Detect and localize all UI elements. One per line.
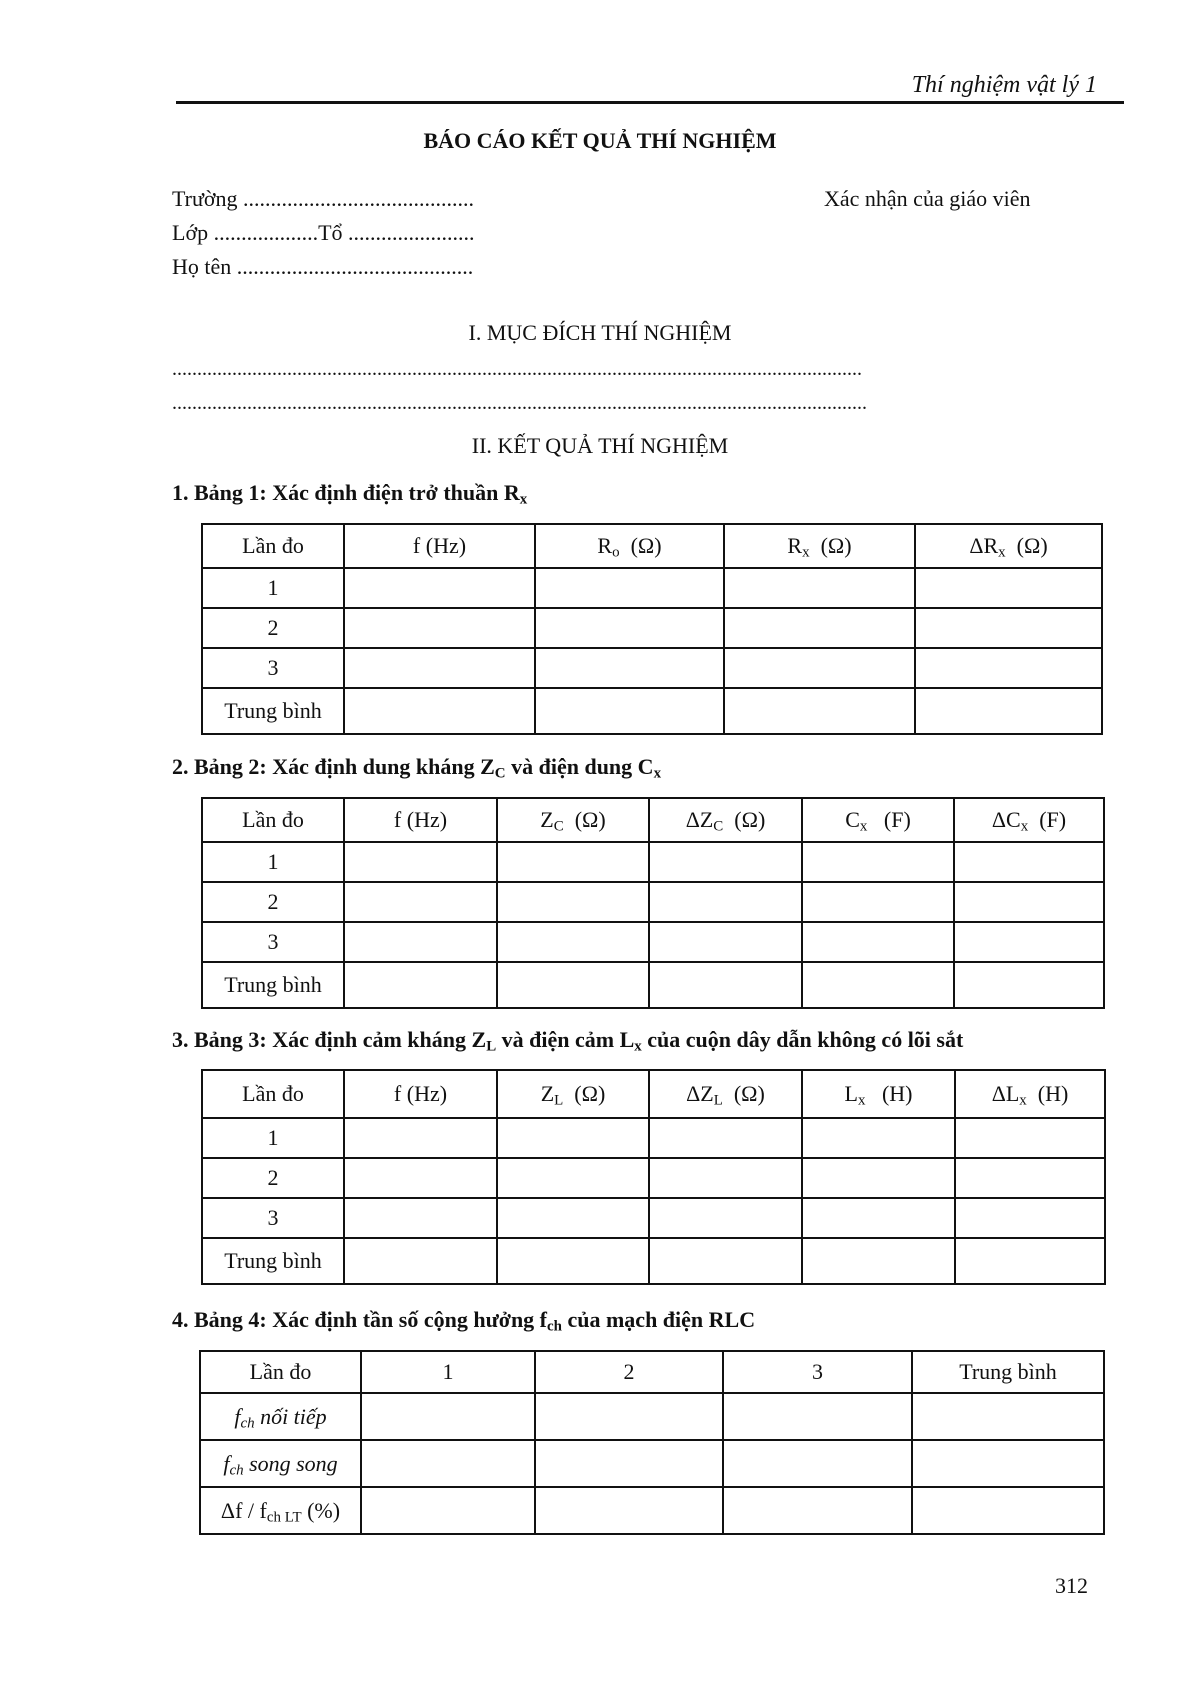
empty-cell[interactable] (802, 1158, 955, 1198)
empty-cell[interactable] (649, 962, 802, 1008)
empty-cell[interactable] (344, 568, 535, 608)
table2-header-cell: $\Delta Z_C$ (Ω) (649, 798, 802, 842)
empty-cell[interactable] (723, 1487, 912, 1534)
row-label: 1 (202, 842, 344, 882)
table-row (202, 962, 1104, 1008)
empty-cell[interactable] (344, 1238, 497, 1284)
row-label: 1 (202, 568, 344, 608)
page-number: 312 (1055, 1573, 1088, 1598)
table1-header-cell: $R_x$ (Ω) (724, 524, 915, 568)
table1-header-cell: Lần đo (202, 524, 344, 568)
table4-header-row (200, 1351, 1104, 1393)
empty-cell[interactable] (954, 882, 1104, 922)
school-field: Trường .......................................... (172, 186, 475, 211)
empty-cell[interactable] (344, 1118, 497, 1158)
table-row (200, 1487, 1104, 1534)
empty-cell[interactable] (497, 962, 649, 1008)
table-row (202, 842, 1104, 882)
teacher-confirmation: Xác nhận của giáo viên (824, 186, 1031, 211)
table2-header-cell: $C_x$ (F) (802, 798, 954, 842)
table-row (200, 1393, 1104, 1440)
empty-cell[interactable] (915, 648, 1102, 688)
empty-cell[interactable] (497, 882, 649, 922)
empty-cell[interactable] (649, 922, 802, 962)
table3-header-cell: Lần đo (202, 1070, 344, 1118)
row-label: Trung bình (202, 962, 344, 1008)
empty-cell[interactable] (361, 1487, 535, 1534)
table4-heading: 4. Bảng 4: Xác định tần số cộng hưởng $f_{ch}$ của mạch điện RLC (172, 1307, 756, 1335)
table2 (201, 797, 1105, 1009)
empty-cell[interactable] (912, 1393, 1104, 1440)
section-results-title: II. KẾT QUẢ THÍ NGHIỆM (471, 433, 729, 458)
empty-cell[interactable] (649, 882, 802, 922)
empty-cell[interactable] (802, 842, 954, 882)
empty-cell[interactable] (497, 1158, 649, 1198)
empty-cell[interactable] (723, 1440, 912, 1487)
table1-header-cell: $\Delta R_x$ (Ω) (915, 524, 1102, 568)
table3-header-cell: $\Delta L_x$ (H) (955, 1070, 1105, 1118)
table3-header-cell: $\Delta Z_L$ (Ω) (649, 1070, 802, 1118)
empty-cell[interactable] (344, 648, 535, 688)
table4-header-cell: 3 (723, 1351, 912, 1393)
empty-cell[interactable] (724, 648, 915, 688)
row-label: 3 (202, 648, 344, 688)
empty-cell[interactable] (344, 1158, 497, 1198)
empty-cell[interactable] (344, 962, 497, 1008)
empty-cell[interactable] (361, 1440, 535, 1487)
table2-header-row (202, 798, 1104, 842)
row-label: 3 (202, 1198, 344, 1238)
row-label: 2 (202, 608, 344, 648)
table2-header-cell: $Z_C$ (Ω) (497, 798, 649, 842)
table-row (202, 608, 1102, 648)
table2-header-cell: $\Delta C_x$ (F) (954, 798, 1104, 842)
empty-cell[interactable] (497, 1238, 649, 1284)
empty-cell[interactable] (344, 882, 497, 922)
empty-cell[interactable] (497, 842, 649, 882)
table-row (202, 568, 1102, 608)
empty-cell[interactable] (535, 1440, 723, 1487)
empty-cell[interactable] (649, 1118, 802, 1158)
empty-cell[interactable] (915, 608, 1102, 648)
table-row (202, 688, 1102, 734)
empty-cell[interactable] (802, 1198, 955, 1238)
purpose-line-2: ........................................................................................................................................... (172, 392, 867, 414)
empty-cell[interactable] (724, 608, 915, 648)
empty-cell[interactable] (535, 568, 724, 608)
table-row (200, 1440, 1104, 1487)
name-field: Họ tên ........................................... (172, 254, 474, 279)
table4-header-cell: Lần đo (200, 1351, 361, 1393)
table4 (199, 1350, 1105, 1535)
empty-cell[interactable] (724, 568, 915, 608)
empty-cell[interactable] (497, 1198, 649, 1238)
table3-header-cell: f (Hz) (344, 1070, 497, 1118)
table3-header-cell: $L_x$ (H) (802, 1070, 955, 1118)
class-group-field: Lớp ...................Tổ ....................... (172, 220, 475, 245)
report-title: BÁO CÁO KẾT QUẢ THÍ NGHIỆM (423, 128, 777, 153)
empty-cell[interactable] (361, 1393, 535, 1440)
empty-cell[interactable] (802, 922, 954, 962)
table4-header-cell: 2 (535, 1351, 723, 1393)
table4-header-cell: 1 (361, 1351, 535, 1393)
table-row (202, 882, 1104, 922)
empty-cell[interactable] (649, 842, 802, 882)
empty-cell[interactable] (535, 608, 724, 648)
empty-cell[interactable] (497, 922, 649, 962)
running-header: Thí nghiệm vật lý 1 (911, 72, 1097, 98)
table2-header-cell: Lần đo (202, 798, 344, 842)
row-label: $f_{ch}$ nối tiếp (200, 1393, 361, 1440)
table-row (202, 1198, 1105, 1238)
purpose-line-1: .......................................................................................................................................... (172, 358, 862, 380)
row-label: Trung bình (202, 688, 344, 734)
table3-header-cell: $Z_L$ (Ω) (497, 1070, 649, 1118)
table2-header-cell: f (Hz) (344, 798, 497, 842)
empty-cell[interactable] (535, 1393, 723, 1440)
empty-cell[interactable] (649, 1158, 802, 1198)
empty-cell[interactable] (344, 1198, 497, 1238)
table-row (202, 1238, 1105, 1284)
table1-header-row (202, 524, 1102, 568)
table-row (202, 648, 1102, 688)
empty-cell[interactable] (954, 922, 1104, 962)
empty-cell[interactable] (535, 1487, 723, 1534)
table1-header-cell: $R_o$ (Ω) (535, 524, 724, 568)
empty-cell[interactable] (802, 1238, 955, 1284)
table-row (202, 922, 1104, 962)
row-label: Trung bình (202, 1238, 344, 1284)
table4-header-cell: Trung bình (912, 1351, 1104, 1393)
empty-cell[interactable] (955, 1158, 1105, 1198)
empty-cell[interactable] (915, 688, 1102, 734)
table3-heading: 3. Bảng 3: Xác định cảm kháng $Z_L$ và điện cảm $L_x$ của cuộn dây dẫn không có lõi sắt (172, 1027, 964, 1055)
table1-header-cell: f (Hz) (344, 524, 535, 568)
empty-cell[interactable] (802, 882, 954, 922)
row-label: $f_{ch}$ song song (200, 1440, 361, 1487)
table-row (202, 1118, 1105, 1158)
table2-heading: 2. Bảng 2: Xác định dung kháng $Z_C$ và điện dung $C_x$ (172, 754, 662, 782)
empty-cell[interactable] (344, 842, 497, 882)
empty-cell[interactable] (802, 962, 954, 1008)
empty-cell[interactable] (912, 1440, 1104, 1487)
empty-cell[interactable] (954, 842, 1104, 882)
empty-cell[interactable] (649, 1198, 802, 1238)
empty-cell[interactable] (912, 1487, 1104, 1534)
empty-cell[interactable] (724, 688, 915, 734)
row-label: 2 (202, 882, 344, 922)
empty-cell[interactable] (955, 1198, 1105, 1238)
row-label: Δf / $f_{ch LT}$ (%) (200, 1487, 361, 1534)
empty-cell[interactable] (497, 1118, 649, 1158)
row-label: 3 (202, 922, 344, 962)
empty-cell[interactable] (955, 1118, 1105, 1158)
empty-cell[interactable] (915, 568, 1102, 608)
empty-cell[interactable] (649, 1238, 802, 1284)
table1 (201, 523, 1103, 735)
empty-cell[interactable] (535, 688, 724, 734)
row-label: 2 (202, 1158, 344, 1198)
empty-cell[interactable] (802, 1118, 955, 1158)
table3 (201, 1069, 1106, 1285)
section-purpose-title: I. MỤC ĐÍCH THÍ NGHIỆM (468, 320, 732, 345)
table1-heading: 1. Bảng 1: Xác định điện trở thuần $R_x$ (172, 480, 528, 508)
empty-cell[interactable] (535, 648, 724, 688)
empty-cell[interactable] (954, 962, 1104, 1008)
empty-cell[interactable] (344, 922, 497, 962)
empty-cell[interactable] (723, 1393, 912, 1440)
table-row (202, 1158, 1105, 1198)
empty-cell[interactable] (955, 1238, 1105, 1284)
table3-header-row (202, 1070, 1105, 1118)
header-rule (176, 101, 1124, 104)
row-label: 1 (202, 1118, 344, 1158)
empty-cell[interactable] (344, 688, 535, 734)
empty-cell[interactable] (344, 608, 535, 648)
